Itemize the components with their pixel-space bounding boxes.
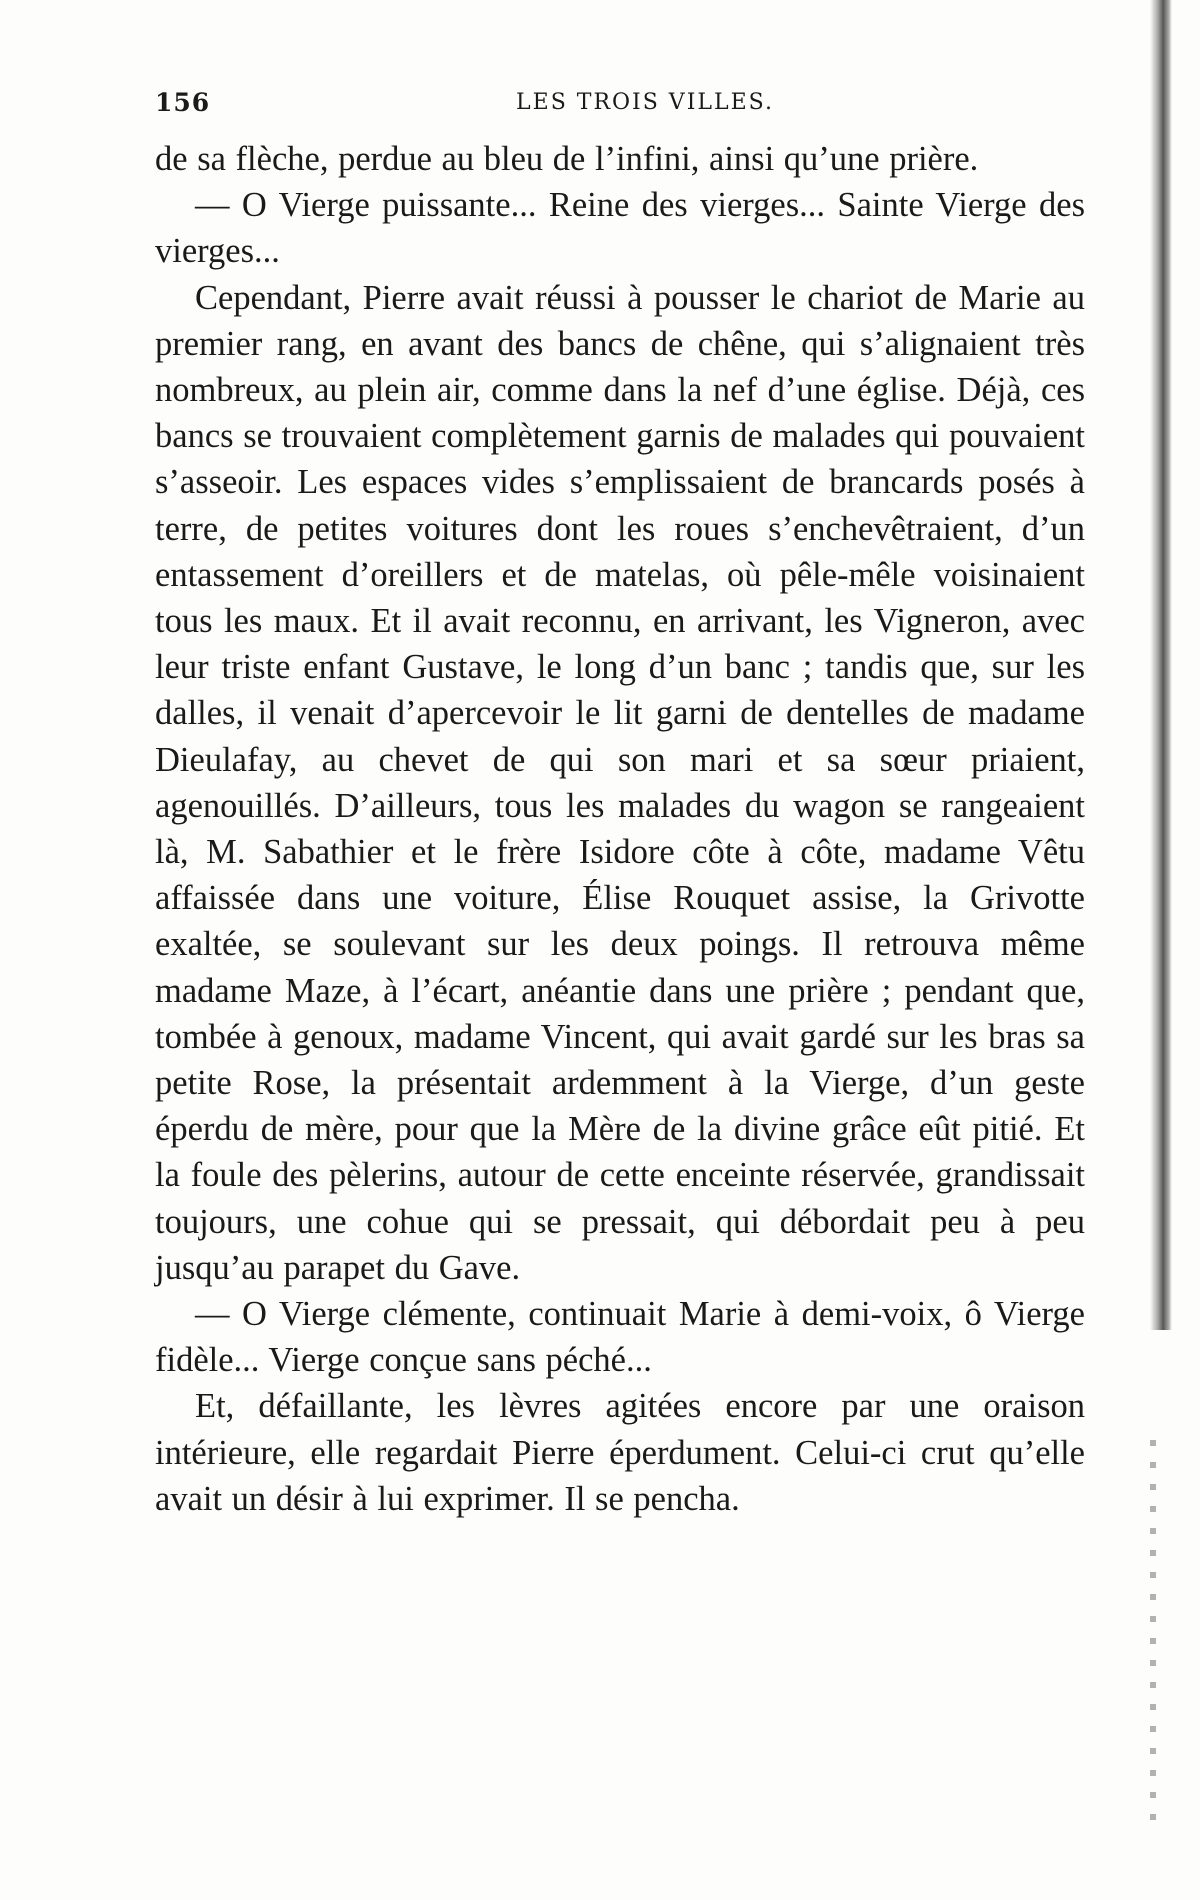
running-title: LES TROIS VILLES.: [516, 90, 774, 115]
page-binding-shadow: [1150, 0, 1172, 1330]
page-edge-marks: [1150, 1440, 1156, 1820]
page-header: [155, 88, 1095, 128]
paragraph-continuation: de sa flèche, perdue au bleu de l’infini, ainsi qu’une prière.: [155, 140, 979, 178]
paragraph-main: Cependant, Pierre avait réussi à pousser le chariot de Marie au premier rang, en avant des bancs de chêne, qui s’alignaient très nombreux, au plein air, comme dans la nef d’une église. Déjà, ces bancs se trouvaient complètement garnis de malades qui pouvaient s’asseoir. Les espaces vides s’emplissaient de brancards posés à terre, de petites voitures dont les roues s’enchevêtraient, d’un entassement d’oreillers et de matelas, où pêle-mêle voisinaient tous les maux. Et il avait reconnu, en arrivant, les Vigneron, avec leur triste enfant Gustave, le long d’un banc ; tandis que, sur les dalles, il venait d’apercevoir le lit garni de dentelles de madame Dieulafay, au chevet de qui son mari et sa sœur priaient, agenouillés. D’ailleurs, tous les malades du wagon se rangeaient là, M. Sabathier et le frère Isidore côte à côte, madame Vêtu affaissée dans une voiture, Élise Rouquet assise, la Grivotte exaltée, se soulevant sur les deux poings. Il retrouva même madame Maze, à l’écart, anéantie dans une prière ; pendant que, tombée à genoux, madame Vincent, qui avait gardé sur les bras sa petite Rose, la présentait ardemment à la Vierge, d’un geste éperdu de mère, pour que la Mère de la divine grâce eût pitié. Et la foule des pèlerins, autour de cette enceinte réservée, grandissait toujours, une cohue qui se pressait, qui débordait peu à peu jusqu’au parapet du Gave.: [155, 278, 1085, 1287]
paragraph-prayer-1: — O Vierge puissante... Reine des vierges... Sainte Vierge des vierges...: [155, 186, 1085, 271]
page-number: 156: [155, 88, 211, 117]
body-text: [155, 136, 1085, 1522]
paragraph-final: Et, défaillante, les lèvres agitées encore par une oraison intérieure, elle regardait Pierre éperdument. Celui-ci crut qu’elle avait un désir à lui exprimer. Il se pencha.: [155, 1387, 1085, 1518]
paragraph-prayer-2: — O Vierge clémente, continuait Marie à demi-voix, ô Vierge fidèle... Vierge conçue sans péché...: [155, 1295, 1085, 1380]
